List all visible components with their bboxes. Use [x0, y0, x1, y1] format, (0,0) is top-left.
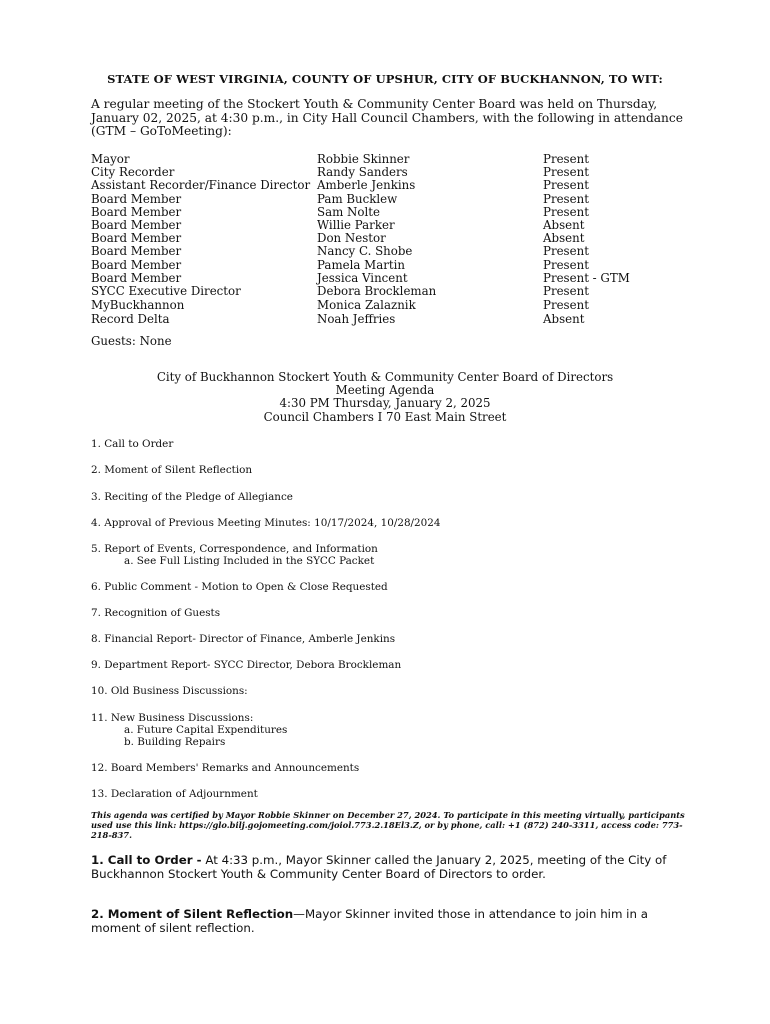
- agenda-subitem: a. See Full Listing Included in the SYCC Packet: [124, 555, 375, 567]
- minutes-item-call-to-order: [91, 854, 691, 881]
- attendance-status: Present: [543, 191, 589, 206]
- attendance-name: Noah Jeffries: [317, 312, 396, 327]
- attendance-name: Randy Sanders: [317, 165, 408, 180]
- agenda-item-text: 5. Report of Events, Correspondence, and Information: [91, 543, 378, 555]
- agenda-subitem: a. Future Capital Expenditures: [124, 724, 288, 736]
- attendance-status: Present: [543, 257, 589, 272]
- agenda-item: 4. Approval of Previous Meeting Minutes: 10/17/2024, 10/28/2024: [91, 517, 441, 529]
- certification-note: This agenda was certified by Mayor Robbie Skinner on December 27, 2024. To participate in this meeting virtually, participants used use this link: https://glo.bilj.gojomeeting.com/joiol.773.2.18El3.Z, or by phone, call: +1 (872) 240-3311, access code: 773-218-837.: [91, 810, 685, 840]
- attendance-name: Pam Bucklew: [317, 191, 398, 206]
- attendance-status: Absent: [543, 231, 585, 246]
- attendance-status: Absent: [543, 217, 585, 232]
- attendance-title: Board Member: [91, 231, 182, 246]
- attendance-status: Present: [543, 165, 589, 180]
- agenda-item: 3. Reciting of the Pledge of Allegiance: [91, 491, 293, 503]
- agenda-item-text: 11. New Business Discussions:: [91, 712, 254, 724]
- attendance-name: Pamela Martin: [317, 257, 406, 272]
- attendance-title: Mayor: [91, 152, 130, 166]
- agenda-item: 8. Financial Report- Director of Finance, Amberle Jenkins: [91, 633, 396, 645]
- attendance-name: Sam Nolte: [317, 204, 380, 219]
- attendance-status: Absent: [543, 312, 585, 327]
- attendance-status: Present: [543, 204, 589, 219]
- agenda-item: 6. Public Comment - Motion to Open & Close Requested: [91, 581, 388, 593]
- agenda-datetime: 4:30 PM Thursday, January 2, 2025: [279, 396, 491, 411]
- attendance-name: Robbie Skinner: [317, 152, 410, 166]
- attendance-name: Debora Brockleman: [317, 283, 437, 298]
- attendance-status: Present: [543, 178, 589, 193]
- attendance-title: Board Member: [91, 217, 182, 232]
- attendance-title: Board Member: [91, 204, 182, 219]
- attendance-title: SYCC Executive Director: [91, 283, 241, 298]
- minutes-item-text: At 4:33 p.m., Mayor Skinner called the January 2, 2025, meeting of the City of Buckhannon Stockert Youth & Community Center Board of Directors to order.: [91, 853, 667, 881]
- attendance-title: Assistant Recorder/Finance Director: [91, 178, 311, 193]
- attendance-status: Present: [543, 244, 589, 259]
- attendance-title: Board Member: [91, 244, 182, 259]
- attendance-name: Nancy C. Shobe: [317, 244, 413, 259]
- agenda-subitem: b. Building Repairs: [124, 736, 226, 748]
- agenda-item: 2. Moment of Silent Reflection: [91, 464, 253, 476]
- attendance-title: City Recorder: [91, 165, 175, 180]
- agenda-title: Meeting Agenda: [335, 383, 435, 398]
- agenda-item: 12. Board Members' Remarks and Announcements: [91, 762, 360, 774]
- minutes-item-text: —Mayor Skinner invited those in attendance to join him in a moment of silent reflection.: [91, 907, 648, 935]
- attendance-status: Present: [543, 283, 589, 298]
- agenda-item: 7. Recognition of Guests: [91, 607, 221, 619]
- agenda-item: 13. Declaration of Adjournment: [91, 788, 258, 800]
- attendance-name: Jessica Vincent: [317, 270, 408, 285]
- attendance-title: Board Member: [91, 270, 182, 285]
- attendance-status: Present - GTM: [543, 270, 630, 285]
- document-heading: STATE OF WEST VIRGINIA, COUNTY OF UPSHUR, CITY OF BUCKHANNON, TO WIT:: [107, 72, 663, 86]
- minutes-item-label: 1. Call to Order -: [91, 853, 202, 867]
- attendance-name: Don Nestor: [317, 231, 386, 246]
- agenda-item: 1. Call to Order: [91, 438, 174, 450]
- attendance-title: Record Delta: [91, 312, 170, 327]
- agenda-item: [91, 543, 378, 567]
- agenda-location: Council Chambers I 70 East Main Street: [263, 409, 507, 424]
- attendance-title: Board Member: [91, 191, 182, 206]
- agenda-item: [91, 712, 287, 748]
- attendance-name: Amberle Jenkins: [317, 178, 416, 193]
- attendance-name: Willie Parker: [317, 217, 395, 232]
- minutes-item-silent-reflection: [91, 908, 691, 935]
- attendance-status: Present: [543, 297, 589, 312]
- agenda-item: 10. Old Business Discussions:: [91, 685, 248, 697]
- agenda-item: 9. Department Report- SYCC Director, Debora Brockleman: [91, 659, 402, 671]
- attendance-name: Monica Zalaznik: [317, 297, 416, 312]
- attendance-title: MyBuckhannon: [91, 297, 185, 312]
- intro-paragraph: A regular meeting of the Stockert Youth & Community Center Board was held on Thursday, January 02, 2025, at 4:30 p.m., in City Hall Council Chambers, with the following in attendance (GTM – GoToMeeting):: [91, 97, 683, 138]
- guests-line: Guests: None: [91, 334, 172, 348]
- minutes-item-label: 2. Moment of Silent Reflection: [91, 907, 294, 921]
- attendance-status: Present: [543, 152, 589, 166]
- attendance-title: Board Member: [91, 257, 182, 272]
- agenda-org-title: City of Buckhannon Stockert Youth & Community Center Board of Directors: [156, 370, 614, 384]
- agenda-header: [0, 371, 770, 424]
